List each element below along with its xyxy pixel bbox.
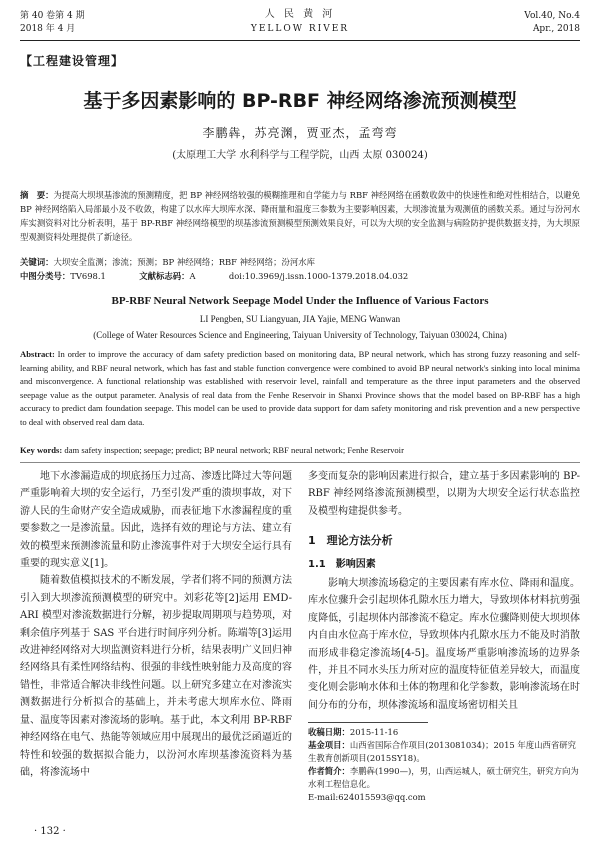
clc-value: TV698.1 xyxy=(70,271,106,281)
section-heading: 1 理论方法分析 xyxy=(308,534,393,548)
keywords-en xyxy=(20,444,580,457)
doc-code-label: 文献标志码： xyxy=(139,271,190,281)
body-paragraph: 地下水渗漏造成的坝底扬压力过高、渗透比降过大等问题严重影响着大坝的安全运行，乃至引发严重的溃坝事故，对下游人民的生命财产安全造成威胁，而表征地下水渗漏程度的重要参数之一是渗流量。因此，选择有效的理论与方法、建立有效的模型来预测渗流量和防止渗流事件对于大坝安全运行具有重要的现实意义[1]。 xyxy=(20,471,292,570)
authors-en: LI Pengben, SU Liangyuan, JIA Yajie, MENG Wanwan xyxy=(199,314,401,324)
doi-label: doi: xyxy=(228,271,245,281)
email-value[interactable]: 624015593@qq.com xyxy=(338,792,426,802)
abstract-en xyxy=(20,348,580,430)
abstract-cn xyxy=(20,188,580,244)
fund-text: 山西省国际合作项目(2013081034)；2015 年度山西省研究生教育创新项目(2015SY18)。 xyxy=(308,740,577,763)
author-text: 李鹏犇(1990—)，男，山西运城人，硕士研究生，研究方向为水利工程信息化。 xyxy=(308,766,579,789)
header-divider xyxy=(20,40,580,41)
footnote-divider xyxy=(308,722,428,723)
abstract-cn-text: 为提高大坝坝基渗流的预测精度，把 BP 神经网络较强的模糊推理和自学能力与 RBF 神经网络在函数收敛中的快速性和绝对性相结合，以避免 BP 神经网络陷入局部最小及不收敛，构建了以水库大坝库水深、降雨量和温度三参数为主要影响因素，大坝渗流量为观测值的函数关系。通过与汾河水库实测资料对比分析表明，基于 BP-RBF 神经网络模型的坝基渗流预测模型预测效果良好，可以为大坝的安全监测与病险防护提供数据支持，为大坝原型观测资料处理提供了新途径。 xyxy=(20,190,581,242)
page-number: · 132 · xyxy=(34,826,66,837)
column-tag: 【工程建设管理】 xyxy=(20,54,125,68)
footnote-author xyxy=(308,765,580,791)
keywords-cn-text: 大坝安全监测；渗流；预测；BP 神经网络；RBF 神经网络；汾河水库 xyxy=(53,257,316,267)
body-paragraph: 影响大坝渗流场稳定的主要因素有库水位、降雨和温度。库水位骤升会引起坝体孔隙水压力增大，导致坝体材料抗剪强度降低，引起坝体内部渗流不稳定。库水位骤降则使大坝坝体内自由水位高于库水位，导致坝体内孔隙水压力不能及时消散而形成非稳定渗流场[4-5]。温度场严重影响渗流场的边界条件，并且不同水头压力所对应的温度特征值差异较大，而温度变化则会影响水体和土体的物理和化学参数，影响渗流场在时间分布的分布，坝体渗流场和温度场密切相关且 xyxy=(308,578,580,711)
received-date: 2015-11-16 xyxy=(349,727,399,737)
journal-cn: 人 民 黄 河 xyxy=(264,9,336,20)
abstract-cn-label: 摘 要： xyxy=(20,190,54,200)
footnote-email xyxy=(308,791,580,804)
abstract-en-text: In order to improve the accuracy of dam safety prediction based on monitoring data, BP neural network, which has strong fuzzy reasoning and self-learning ability, and RBF neural network, which has fast and stable function convergence were combined to avoid BP neural network's sinking into local minima and misconvergence. A functional relationship was established with reservoir level, rainfall and temperature as the three input parameters and the observed seepage value as the output parameter. Analysis of real data from the Fenhe Reservoir in Shanxi Province shows that the model based on BP-RBF has a high accuracy to predict dam foundation seepage. This model can be used to provide data support for dam safety monitoring and risk prevention and a new perspective to deal with observed real dam data. xyxy=(20,349,580,427)
keywords-en-text: dam safety inspection; seepage; predict; BP neural network; RBF neural network; Fenhe Reservoir xyxy=(64,445,404,455)
footnote-fund xyxy=(308,739,580,765)
body-column-left xyxy=(20,468,292,781)
body-paragraph: 随着数值模拟技术的不断发展，学者们将不同的预测方法引入到大坝渗流预测模型的研究中。刘彩花等[2]运用 EMD-ARI 模型对渗流数据进行分解，初步提取周期项与趋势项，对剩余值序列基于 SAS 平台进行时间序列分析。陈端等[3]运用改进神经网络对大坝监测资料进行分析，结果表明广义回归神经网络具有柔性网络结构、很强的非线性映射能力及高度的容错性，非常适合解决非线性问题。以上研究多建立在对渗流实测数据进行分析拟合的基础上，并未考虑大坝库水位、降雨量、温度等因素对渗流场的影响。基于此，本文利用 BP-RBF 神经网络在电气、热能等领域应用中展现出的最优泛函逼近的特性和较强的数据拟合能力，以汾河水库坝基渗流资料为基础，将渗流场中 xyxy=(20,575,292,778)
body-paragraph: 多变而复杂的影响因素进行拟合，建立基于多因素影响的 BP-RBF 神经网络渗流预测模型，以期为大坝安全运行状态监控及模型构建提供参考。 xyxy=(308,471,580,517)
paper-title-en: BP-RBF Neural Network Seepage Model Under the Influence of Various Factors xyxy=(111,295,489,307)
volume-cn: 第 40 卷第 4 期 xyxy=(20,11,85,21)
abstract-divider xyxy=(20,462,580,463)
body-column-right xyxy=(308,468,580,714)
doi-value[interactable]: 10.3969/j.issn.1000-1379.2018.04.032 xyxy=(244,271,409,281)
keywords-en-label: Key words: xyxy=(20,445,63,455)
subsection-heading: 1.1 影响因素 xyxy=(308,558,376,570)
author-label: 作者简介： xyxy=(308,766,350,776)
affiliation-cn: (太原理工大学 水利科学与工程学院，山西 太原 030024) xyxy=(172,150,428,161)
fund-label: 基金项目： xyxy=(308,740,350,750)
keywords-cn xyxy=(20,256,580,269)
date-cn: 2018 年 4 月 xyxy=(20,24,76,34)
received-label: 收稿日期： xyxy=(308,727,350,737)
footnote xyxy=(308,726,580,804)
affiliation-en: (College of Water Resources Science and Engineering, Taiyuan University of Technology, Taiyuan 030024, China) xyxy=(93,330,507,340)
volume-en: Vol.40, No.4 xyxy=(524,11,580,21)
journal-name xyxy=(20,8,580,36)
abstract-en-label: Abstract: xyxy=(20,349,55,359)
clc-label: 中图分类号： xyxy=(20,271,71,281)
journal-en: YELLOW RIVER xyxy=(250,24,350,34)
authors-cn: 李鹏犇，苏亮渊，贾亚杰，孟弯弯 xyxy=(202,126,398,140)
paper-title-cn: 基于多因素影响的 BP-RBF 神经网络渗流预测模型 xyxy=(83,90,517,112)
footnote-received xyxy=(308,726,580,739)
running-header xyxy=(20,6,580,42)
classification-line xyxy=(20,270,580,283)
header-right xyxy=(524,10,580,36)
date-en: Apr., 2018 xyxy=(532,24,580,34)
doc-code-value: A xyxy=(189,271,196,281)
keywords-cn-label: 关键词： xyxy=(20,257,54,267)
email-label: E-mail: xyxy=(308,792,339,802)
